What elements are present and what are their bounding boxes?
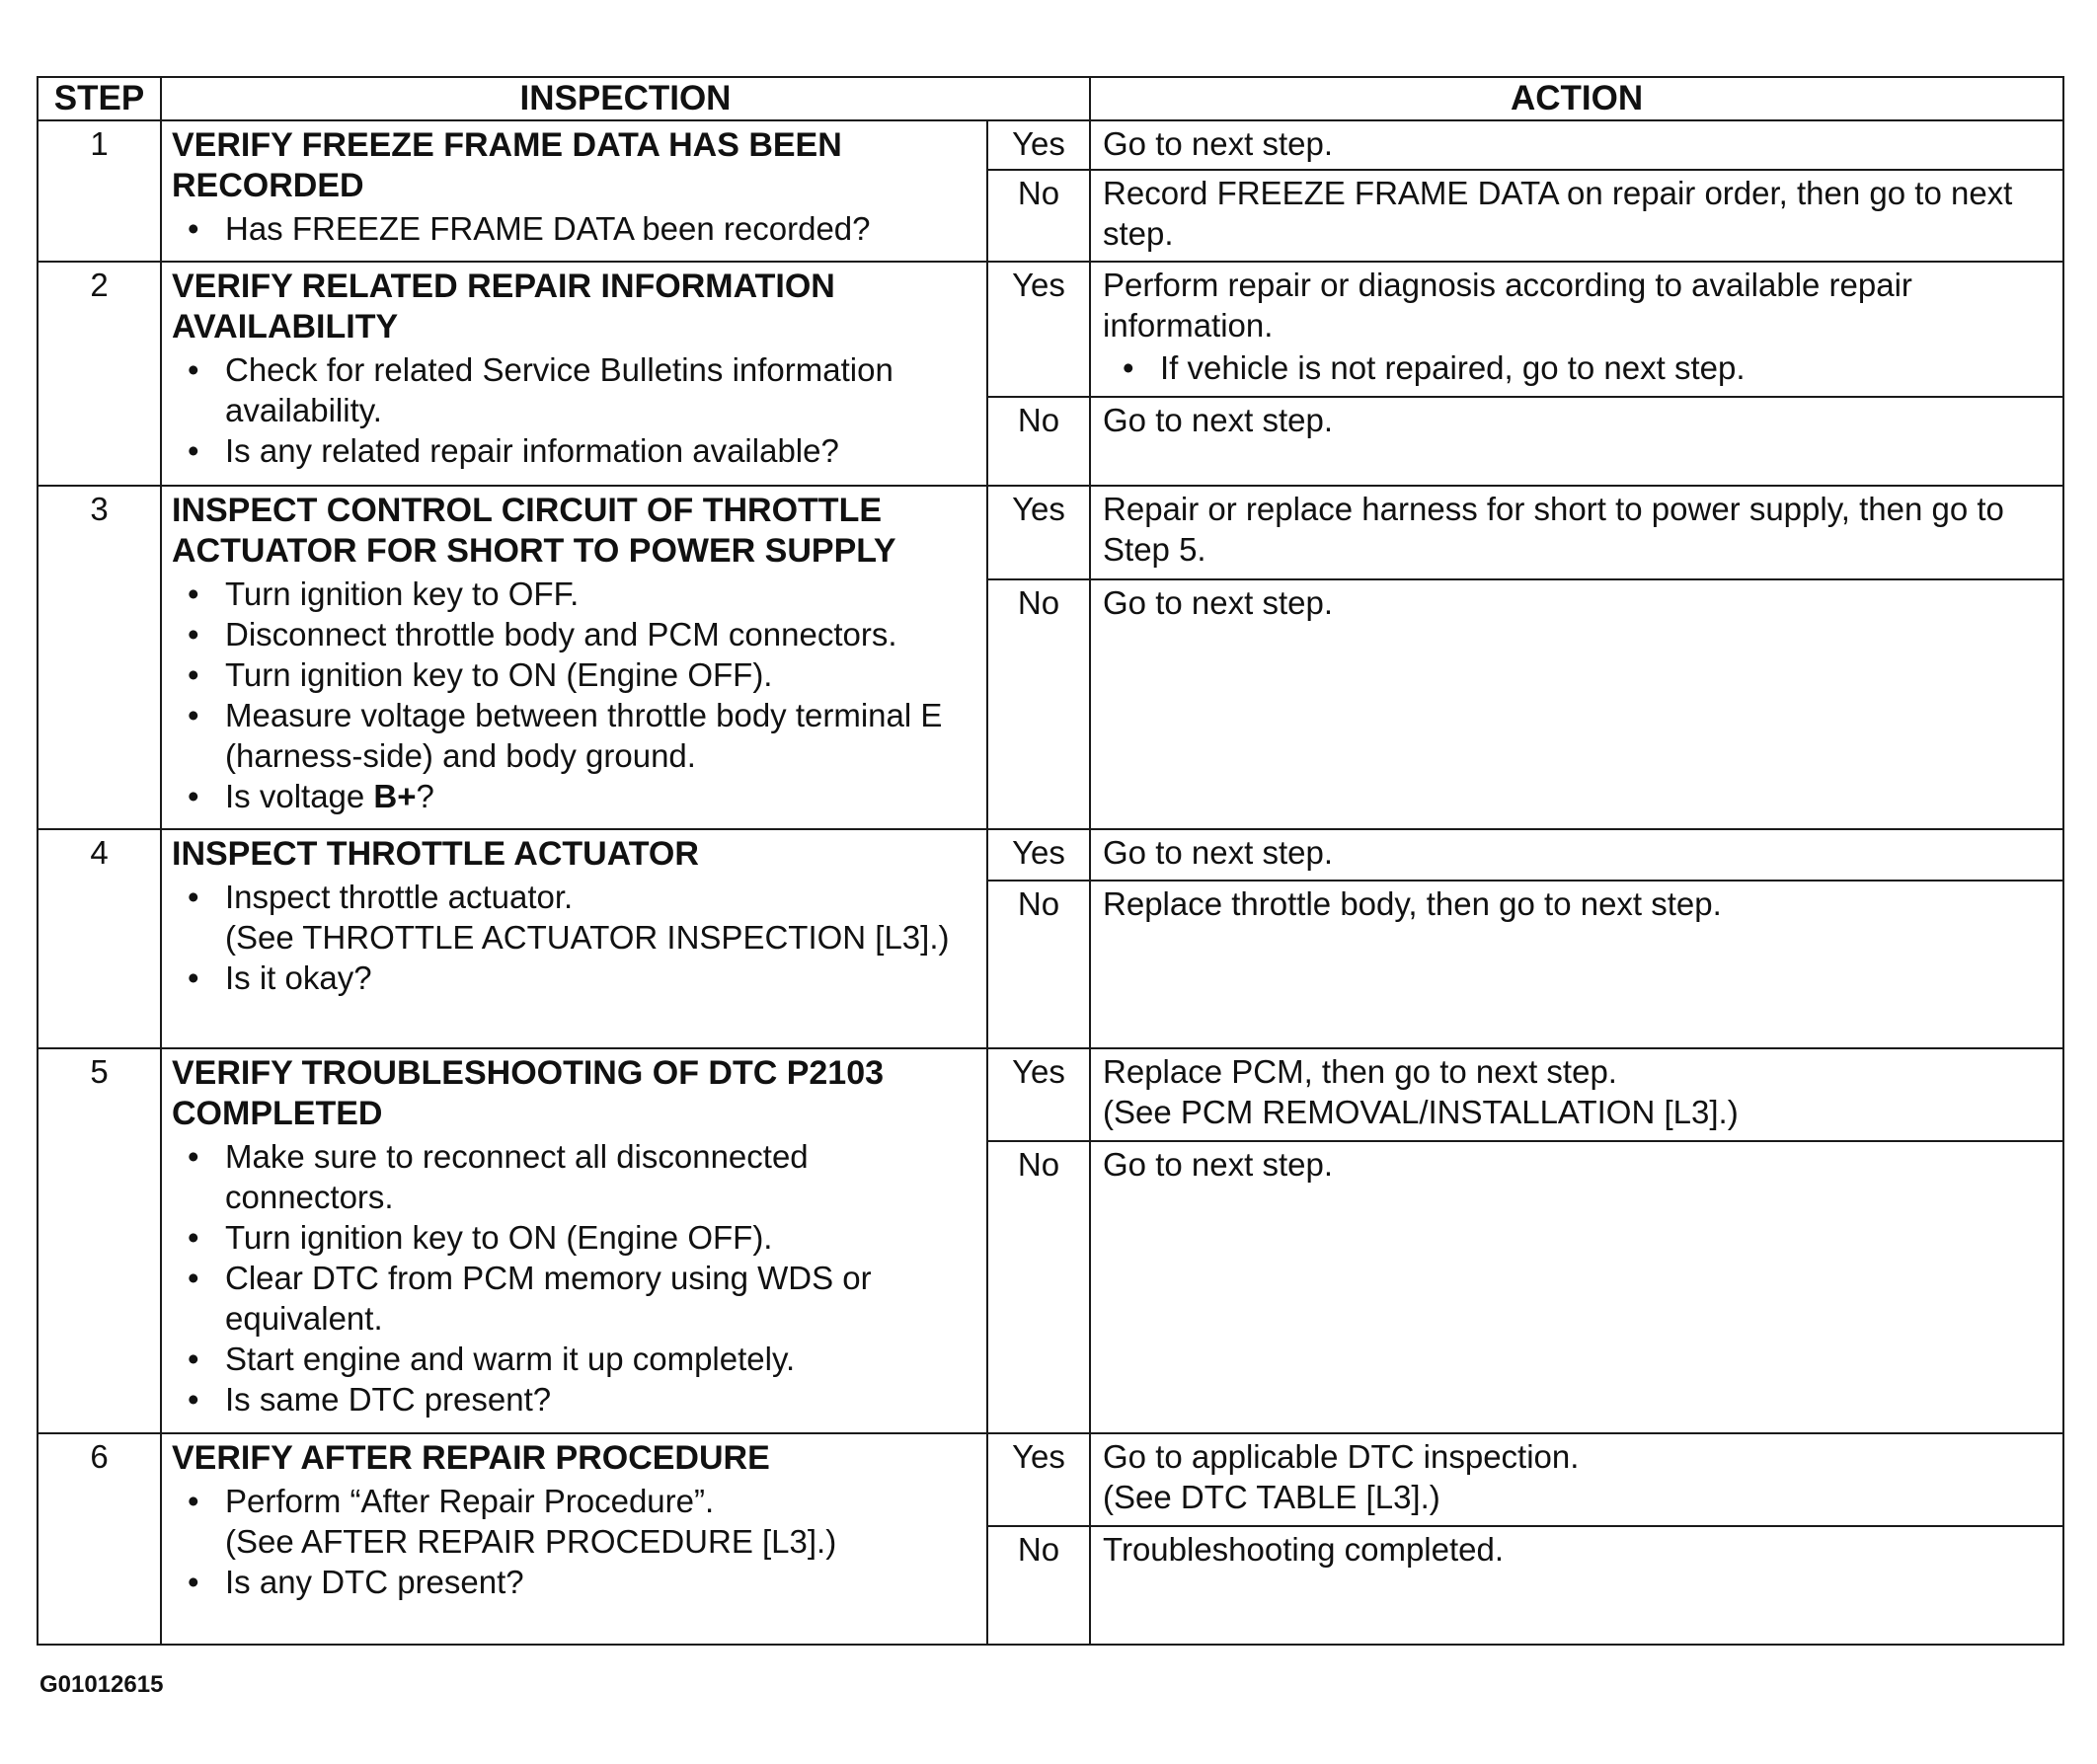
diagnostic-procedure-table (37, 76, 2064, 1646)
no-label: No (987, 1526, 1090, 1645)
bullet-item: • Has FREEZE FRAME DATA been recorded? (225, 208, 976, 249)
no-label: No (987, 170, 1090, 262)
bullet-item (225, 877, 976, 958)
yes-action: Go to applicable DTC inspection. (1103, 1438, 1580, 1475)
bullet-item: • Turn ignition key to ON (Engine OFF). (225, 654, 976, 695)
inspection-cell (161, 120, 987, 262)
bullet-item: • If vehicle is not repaired, go to next step. (1160, 347, 2053, 388)
inspection-bullets (172, 349, 976, 471)
yes-action: Go to next step. (1090, 120, 2063, 170)
yes-action: Replace PCM, then go to next step. (1103, 1053, 1617, 1090)
reference-text: (See AFTER REPAIR PROCEDURE [L3].) (225, 1523, 837, 1560)
bullet-item: • Turn ignition key to ON (Engine OFF). (225, 1217, 976, 1258)
bullet-item: • Measure voltage between throttle body terminal E (harness-side) and body ground. (225, 695, 976, 776)
bullet-item (225, 1481, 976, 1562)
yes-action-cell (1090, 262, 2063, 397)
bullet-item: • Start engine and warm it up completely. (225, 1339, 976, 1379)
yes-label: Yes (987, 829, 1090, 881)
bullet-item: • Clear DTC from PCM memory using WDS or equivalent. (225, 1258, 976, 1339)
no-label: No (987, 1141, 1090, 1433)
inspection-bullets (172, 877, 976, 998)
inspection-title: INSPECT THROTTLE ACTUATOR (172, 835, 699, 873)
inspection-title: VERIFY FREEZE FRAME DATA HAS BEEN RECORDED (172, 126, 842, 204)
bullet-text: Inspect throttle actuator. (225, 879, 574, 915)
bullet-item: • Is it okay? (225, 958, 976, 998)
inspection-bullets (172, 1481, 976, 1602)
inspection-cell (161, 486, 987, 829)
yes-label: Yes (987, 486, 1090, 579)
bullet-item: • Is any DTC present? (225, 1562, 976, 1602)
bullet-item: • Is any related repair information available? (225, 430, 976, 471)
bullet-text: Perform “After Repair Procedure”. (225, 1483, 715, 1519)
no-action: Replace throttle body, then go to next step. (1090, 881, 2063, 1048)
no-label: No (987, 579, 1090, 829)
yes-action-cell (1090, 1433, 2063, 1526)
no-action: Go to next step. (1090, 579, 2063, 829)
inspection-cell (161, 1048, 987, 1433)
reference-text: (See PCM REMOVAL/INSTALLATION [L3].) (1103, 1094, 1739, 1130)
header-row (38, 77, 2063, 120)
reference-text: (See THROTTLE ACTUATOR INSPECTION [L3].) (225, 919, 950, 956)
header-step: STEP (38, 77, 161, 120)
inspection-cell (161, 1433, 987, 1645)
no-action: Go to next step. (1090, 1141, 2063, 1433)
header-inspection: INSPECTION (161, 77, 1090, 120)
voltage-value: B+ (373, 778, 417, 814)
yes-action: Repair or replace harness for short to power supply, then go to Step 5. (1090, 486, 2063, 579)
no-label: No (987, 397, 1090, 486)
step-row-1-yes (38, 120, 2063, 170)
no-action: Troubleshooting completed. (1090, 1526, 2063, 1645)
yes-action: Perform repair or diagnosis according to available repair information. (1103, 267, 1912, 344)
inspection-title: INSPECT CONTROL CIRCUIT OF THROTTLE ACTUATOR FOR SHORT TO POWER SUPPLY (172, 492, 896, 570)
no-label: No (987, 881, 1090, 1048)
reference-text: (See DTC TABLE [L3].) (1103, 1479, 1440, 1515)
step-row-3-yes (38, 486, 2063, 579)
step-row-6-yes (38, 1433, 2063, 1526)
bullet-item: • Disconnect throttle body and PCM connectors. (225, 614, 976, 654)
no-action: Record FREEZE FRAME DATA on repair order, then go to next step. (1090, 170, 2063, 262)
yes-label: Yes (987, 1048, 1090, 1141)
bullet-item: • Check for related Service Bulletins information availability. (225, 349, 976, 430)
inspection-bullets (172, 1136, 976, 1419)
inspection-title: VERIFY AFTER REPAIR PROCEDURE (172, 1439, 770, 1477)
bullet-item: • Make sure to reconnect all disconnected connectors. (225, 1136, 976, 1217)
inspection-title: VERIFY TROUBLESHOOTING OF DTC P2103 COMPLETED (172, 1054, 885, 1132)
bullet-text: ? (416, 778, 434, 814)
yes-label: Yes (987, 120, 1090, 170)
bullet-item: • Turn ignition key to OFF. (225, 574, 976, 614)
inspection-bullets (172, 574, 976, 816)
step-number: 2 (38, 262, 161, 486)
header-action: ACTION (1090, 77, 2063, 120)
step-row-2-yes (38, 262, 2063, 397)
step-number: 3 (38, 486, 161, 829)
yes-action: Go to next step. (1090, 829, 2063, 881)
step-number: 6 (38, 1433, 161, 1645)
step-number: 1 (38, 120, 161, 262)
inspection-cell (161, 262, 987, 486)
yes-action-bullets (1103, 347, 2053, 388)
step-row-5-yes (38, 1048, 2063, 1141)
no-action: Go to next step. (1090, 397, 2063, 486)
step-number: 4 (38, 829, 161, 1048)
inspection-bullets (172, 208, 976, 249)
inspection-title: VERIFY RELATED REPAIR INFORMATION AVAILABILITY (172, 268, 835, 345)
bullet-item: • Is same DTC present? (225, 1379, 976, 1419)
step-number: 5 (38, 1048, 161, 1433)
yes-label: Yes (987, 1433, 1090, 1526)
step-row-4-yes (38, 829, 2063, 881)
bullet-text: Is voltage (225, 778, 374, 814)
figure-id: G01012615 (39, 1671, 164, 1698)
yes-action-cell (1090, 1048, 2063, 1141)
yes-label: Yes (987, 262, 1090, 397)
inspection-cell (161, 829, 987, 1048)
bullet-item (225, 776, 976, 816)
